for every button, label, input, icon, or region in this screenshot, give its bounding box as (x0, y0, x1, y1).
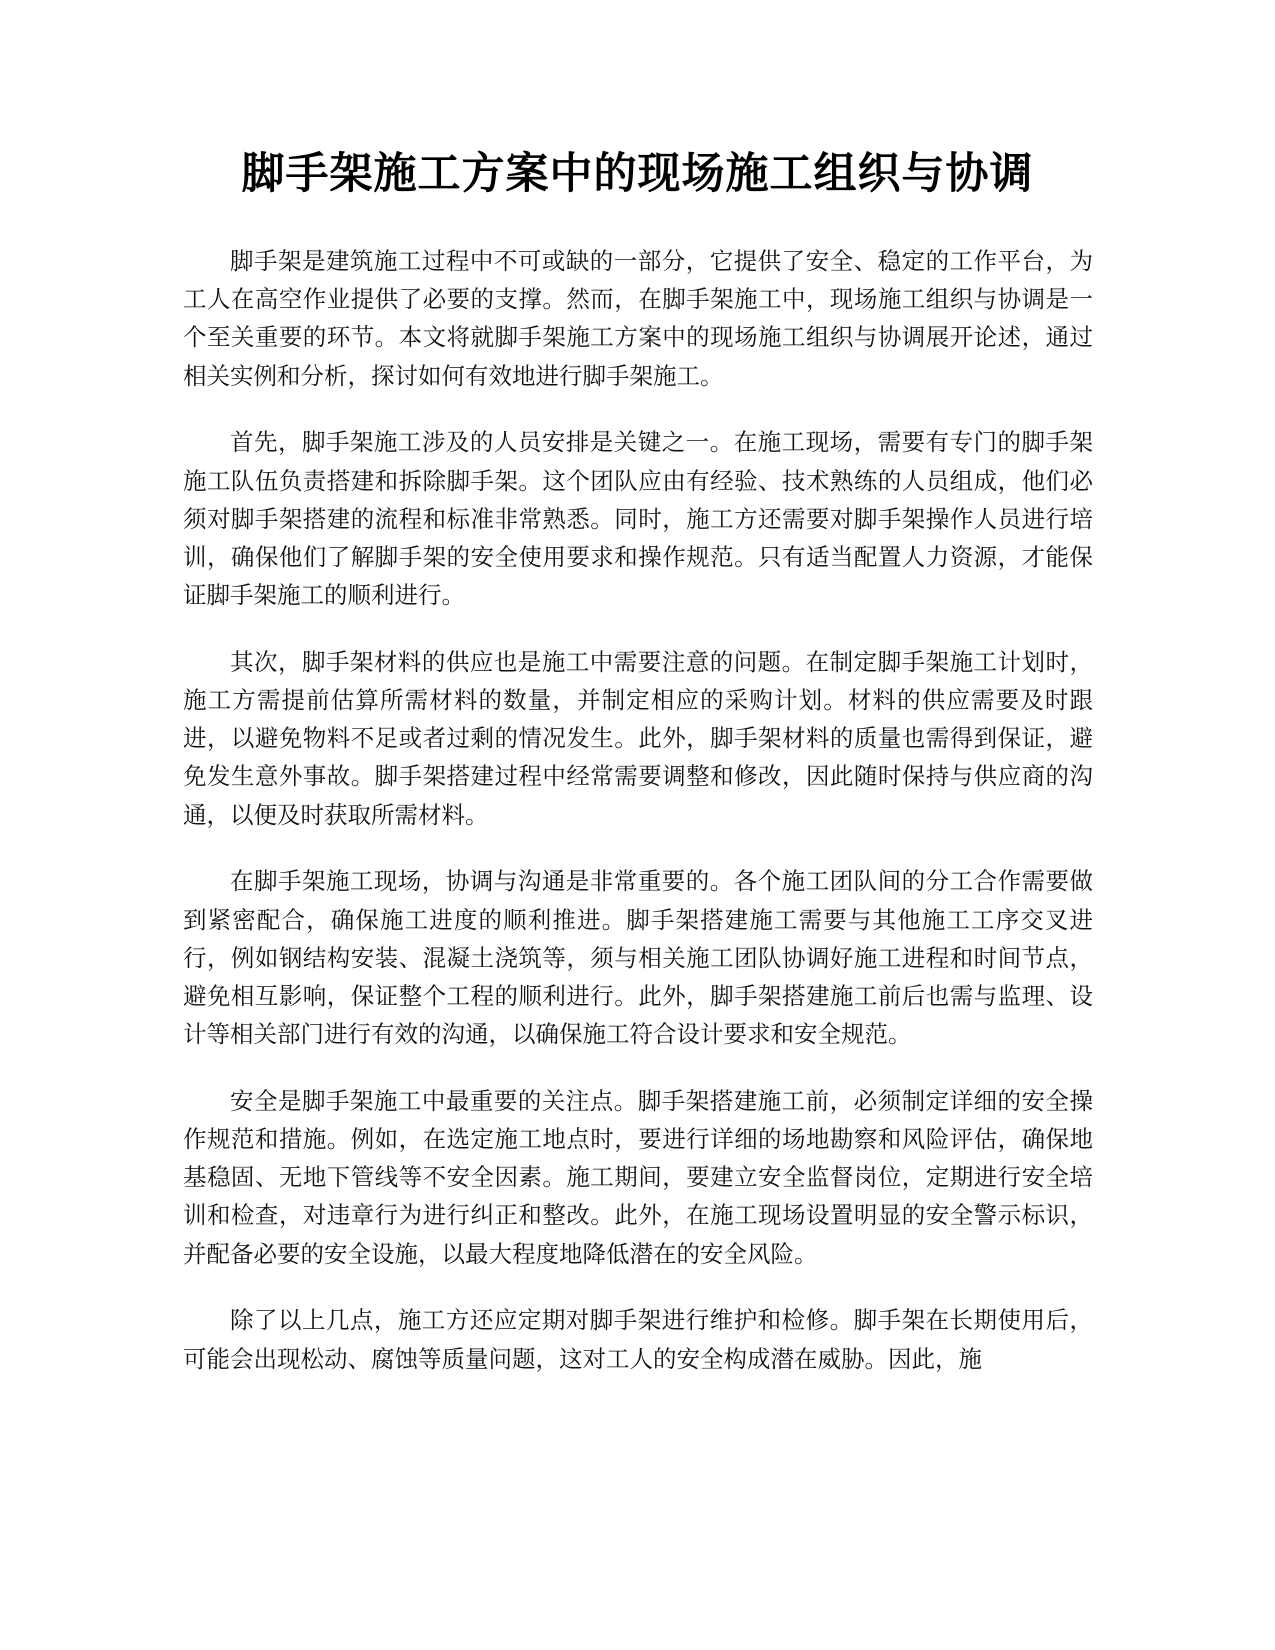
paragraph-6: 除了以上几点，施工方还应定期对脚手架进行维护和检修。脚手架在长期使用后，可能会出现松动、腐蚀等质量问题，这对工人的安全构成潜在威胁。因此，施 (183, 1306, 1093, 1373)
document-title: 脚手架施工方案中的现场施工组织与协调 (241, 149, 1034, 199)
paragraph-5: 安全是脚手架施工中最重要的关注点。脚手架搭建施工前，必须制定详细的安全操作规范和措施。例如，在选定施工地点时，要进行详细的场地勘察和风险评估，确保地基稳固、无地下管线等不安全因素。施工期间，要建立安全监督岗位，定期进行安全培训和检查，对违章行为进行纠正和整改。此外，在施工现场设置明显的安全警示标识，并配备必要的安全设施，以最大程度地降低潜在的安全风险。 (183, 1086, 1093, 1268)
paragraph-3: 其次，脚手架材料的供应也是施工中需要注意的问题。在制定脚手架施工计划时，施工方需提前估算所需材料的数量，并制定相应的采购计划。材料的供应需要及时跟进，以避免物料不足或者过剩的情况发生。此外，脚手架材料的质量也需得到保证，避免发生意外事故。脚手架搭建过程中经常需要调整和修改，因此随时保持与供应商的沟通，以便及时获取所需材料。 (183, 647, 1093, 829)
paragraph-4: 在脚手架施工现场，协调与沟通是非常重要的。各个施工团队间的分工合作需要做到紧密配合，确保施工进度的顺利推进。脚手架搭建施工需要与其他施工工序交叉进行，例如钢结构安装、混凝土浇筑等，须与相关施工团队协调好施工进程和时间节点，避免相互影响，保证整个工程的顺利进行。此外，脚手架搭建施工前后也需与监理、设计等相关部门进行有效的沟通，以确保施工符合设计要求和安全规范。 (183, 867, 1093, 1049)
paragraph-1: 脚手架是建筑施工过程中不可或缺的一部分，它提供了安全、稳定的工作平台，为工人在高空作业提供了必要的支撑。然而，在脚手架施工中，现场施工组织与协调是一个至关重要的环节。本文将就脚手架施工方案中的现场施工组织与协调展开论述，通过相关实例和分析，探讨如何有效地进行脚手架施工。 (183, 247, 1093, 390)
document-body (183, 242, 1093, 1406)
paragraph-2: 首先，脚手架施工涉及的人员安排是关键之一。在施工现场，需要有专门的脚手架施工队伍负责搭建和拆除脚手架。这个团队应由有经验、技术熟练的人员组成，他们必须对脚手架搭建的流程和标准非常熟悉。同时，施工方还需要对脚手架操作人员进行培训，确保他们了解脚手架的安全使用要求和操作规范。只有适当配置人力资源，才能保证脚手架施工的顺利进行。 (183, 428, 1093, 610)
